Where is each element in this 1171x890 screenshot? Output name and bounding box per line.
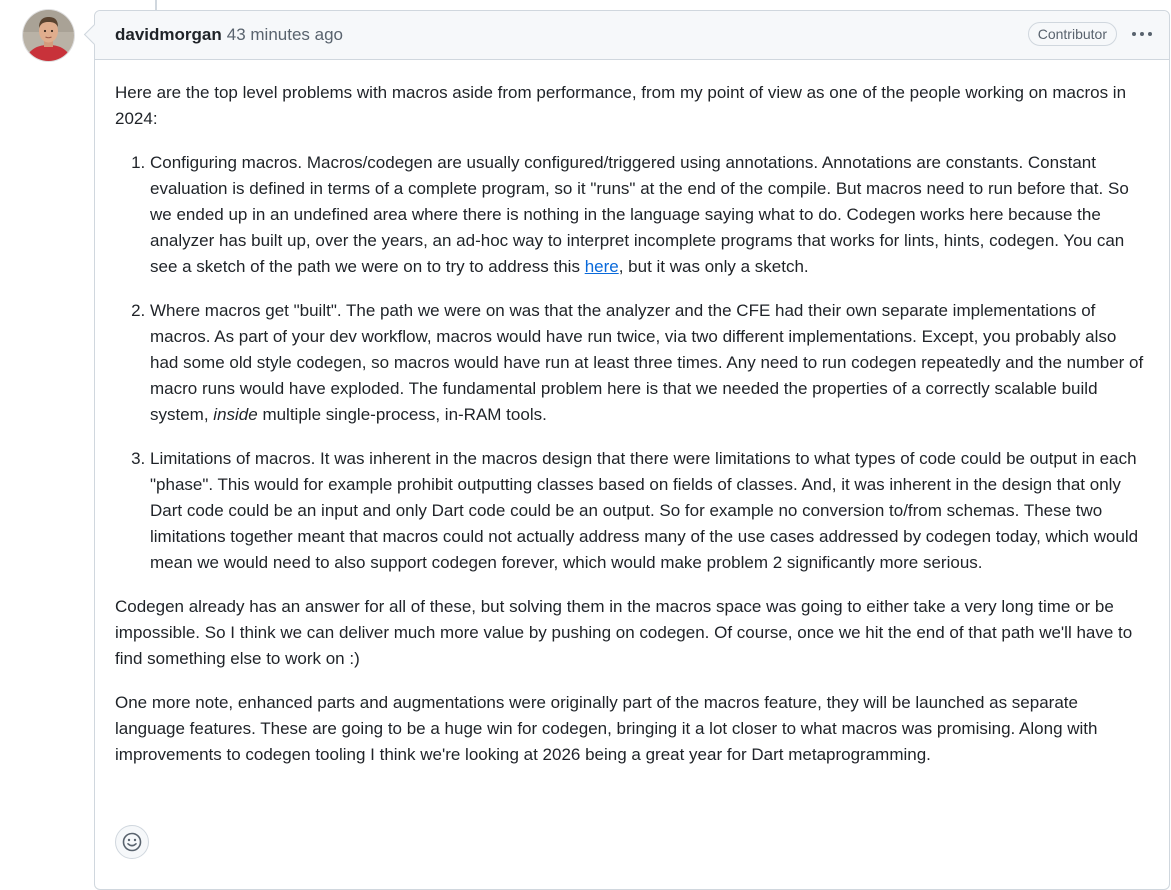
comment-intro: Here are the top level problems with macros aside from performance, from my point of view as one of the people working on macros in 2024: [115, 83, 1127, 128]
comment-timestamp[interactable]: 43 minutes ago [226, 25, 343, 44]
smiley-icon [122, 832, 142, 852]
problem-2-text-end: multiple single-process, in-RAM tools. [257, 405, 547, 424]
problem-item-building-macros [150, 298, 1145, 428]
contributor-badge: Contributor [1028, 22, 1117, 46]
problem-1-text-end: , but it was only a sketch. [618, 257, 809, 276]
here-link[interactable]: here [584, 257, 619, 276]
add-reaction-button[interactable] [115, 825, 149, 859]
comment-body [95, 60, 1169, 768]
problem-2-emphasis: inside [213, 405, 258, 424]
comment-header [95, 11, 1169, 60]
problem-item-configuring-macros [150, 150, 1145, 280]
problem-list [115, 150, 1145, 576]
avatar[interactable] [23, 10, 74, 61]
kebab-horizontal-icon [1131, 31, 1153, 37]
problem-2-text: Where macros get "built". The path we were on was that the analyzer and the CFE had their own separate implementations of macros. As part of your dev workflow, macros would have run twice, via two different implementations. Except, you probably also had some old style codegen, so macros would have run at least three times. Any need to run codegen repeatedly and the number of macro runs would have exploded. The fundamental problem here is that we needed the properties of a correctly scalable build system, [150, 301, 1144, 424]
avatar-icon [23, 10, 74, 61]
problem-item-limitations [150, 446, 1145, 576]
problem-1-text: Configuring macros. Macros/codegen are usually configured/triggered using annotations. Annotations are constants. Constant evaluation is defined in terms of a complete program, so it "runs" at the end of the compile. But macros need to run before that. So we ended up in an undefined area where there is nothing in the language saying what to do. Codegen works here because the analyzer has built up, over the years, an ad-hoc way to interpret incomplete programs that works for lints, hints, codegen. You can see a sketch of the path we were on to try to address this [150, 153, 1129, 276]
comment-options-button[interactable] [1129, 23, 1155, 45]
comment-paragraph-3: One more note, enhanced parts and augmentations were originally part of the macros feature, they will be launched as separate language features. These are going to be a huge win for codegen, bringing it a lot closer to what macros was promising. Along with improvements to codegen tooling I think we're looking at 2026 being a great year for Dart metaprogramming. [115, 693, 1098, 764]
comment-author[interactable]: davidmorgan [115, 25, 222, 44]
comment-box [94, 10, 1170, 890]
timeline-line [155, 0, 157, 10]
problem-3-text: Limitations of macros. It was inherent in the macros design that there were limitations to what types of code could be output in each "phase". This would for example prohibit outputting classes based on fields of classes. And, it was inherent in the design that only Dart code could be an input and only Dart code could be an output. So for example no conversion to/from schemas. These two limitations together meant that macros could not actually address many of the use cases addressed by codegen today, which would mean we would need to also support codegen forever, which would make problem 2 significantly more serious. [150, 449, 1139, 572]
comment-paragraph-2: Codegen already has an answer for all of these, but solving them in the macros space was going to either take a very long time or be impossible. So I think we can deliver much more value by pushing on codegen. Of course, once we hit the end of that path we'll have to find something else to work on :) [115, 597, 1133, 668]
